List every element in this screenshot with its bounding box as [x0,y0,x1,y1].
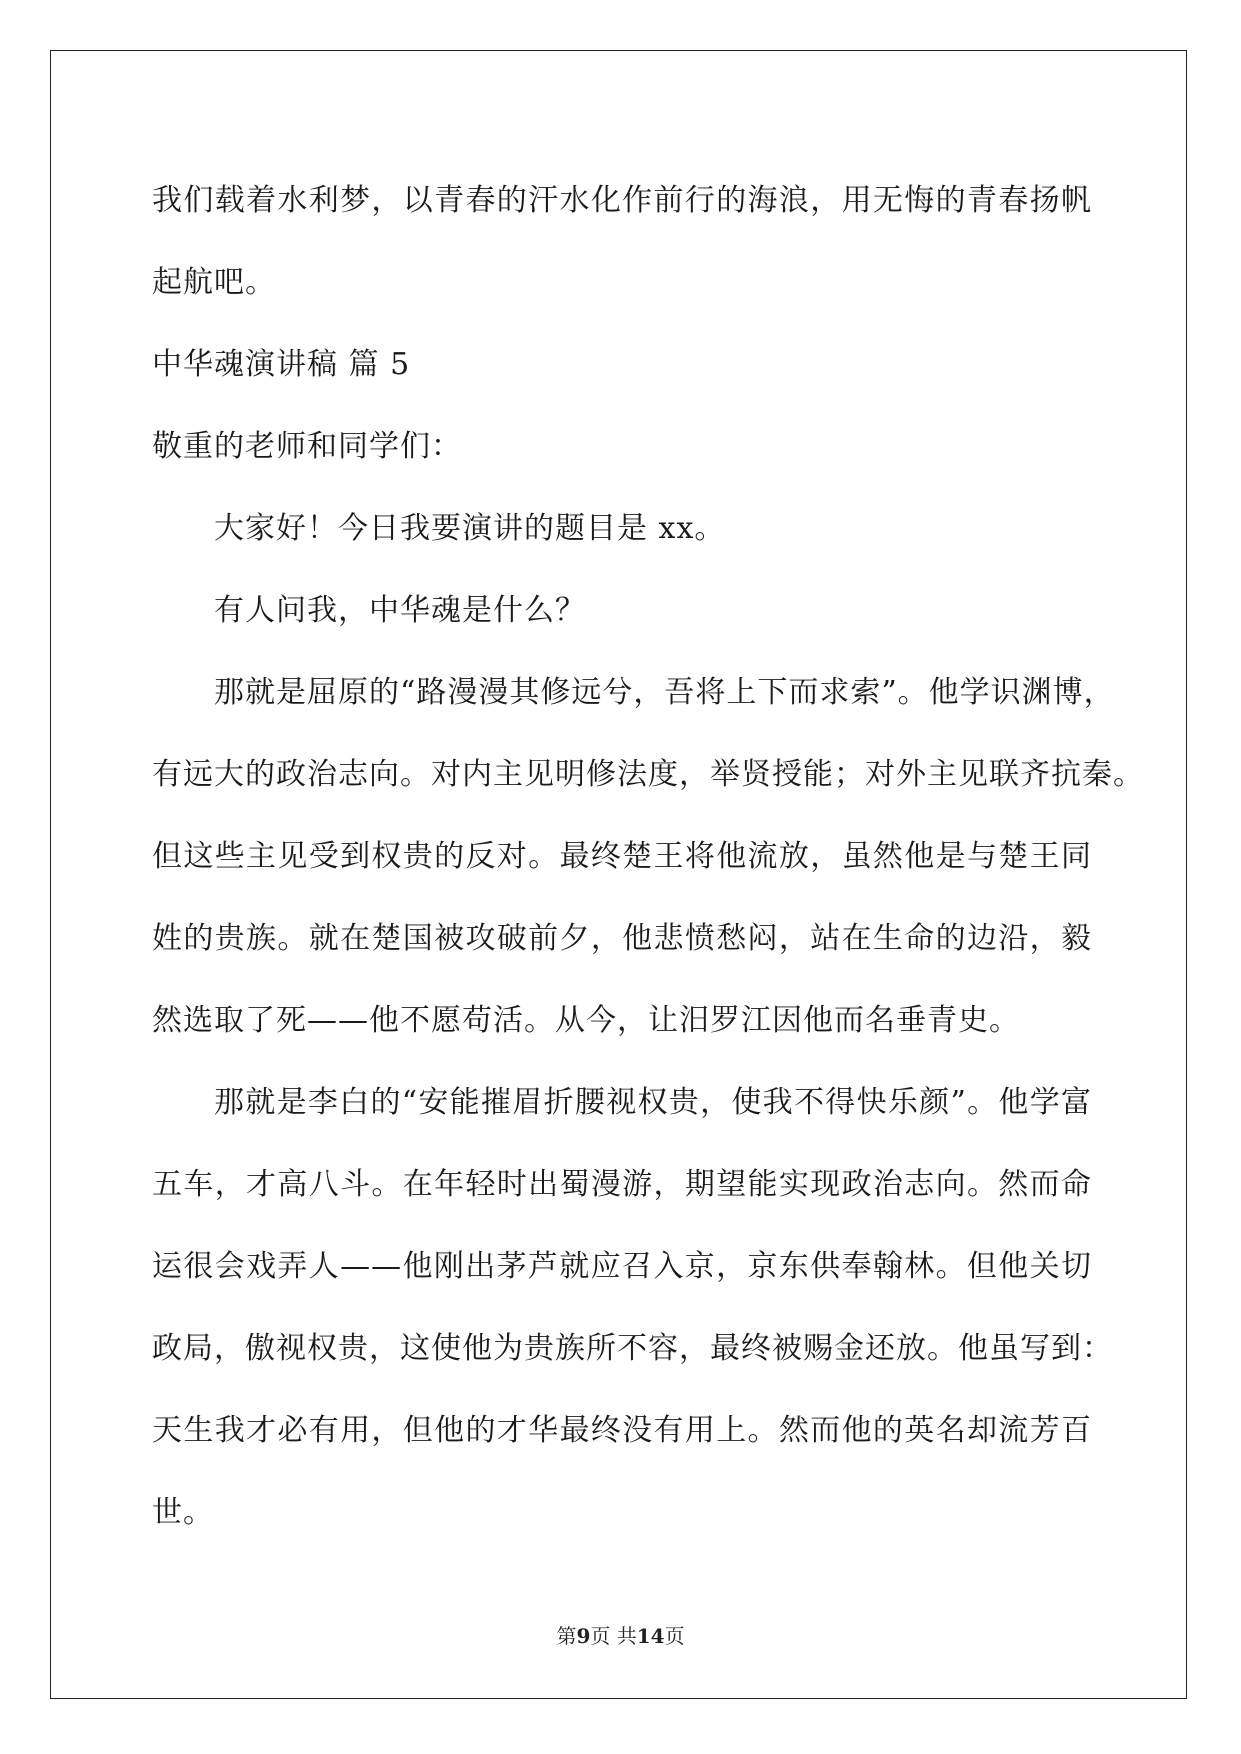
paragraph-line: 那就是屈原的“路漫漫其修远兮，吾将上下而求索”。他学识渊博， [214,675,1115,710]
text-line: 我们载着水利梦，以青春的汗水化作前行的海浪，用无悔的青春扬帆 [152,183,1092,218]
text-line: 运很会戏弄人——他刚出茅芦就应召入京，京东供奉翰林。但他关切 [152,1249,1092,1284]
page-total: 14 [636,1624,665,1648]
text-line: 政局，傲视权贵，这使他为贵族所不容，最终被赐金还放。他虽写到： [152,1331,1113,1366]
text-line: 有远大的政治志向。对内主见明修法度，举贤授能；对外主见联齐抗秦。 [152,757,1144,792]
text-line: 然选取了死——他不愿苟活。从今，让汨罗江因他而名垂青史。 [152,1003,1020,1038]
text-line: 起航吧。 [152,265,276,300]
document-body [152,160,1144,1554]
text-line: 世。 [152,1495,214,1530]
page-suffix: 页 [664,1624,685,1648]
text-line: 姓的贵族。就在楚国被攻破前夕，他悲愤愁闷，站在生命的边沿，毅 [152,921,1092,956]
salutation: 敬重的老师和同学们： [152,429,462,464]
page-mid: 页 共 [590,1624,637,1648]
text-line: 但这些主见受到权贵的反对。最终楚王将他流放，虽然他是与楚王同 [152,839,1092,874]
section-heading: 中华魂演讲稿 篇 5 [152,347,411,382]
text-line: 天生我才必有用，但他的才华最终没有用上。然而他的英名却流芳百 [152,1413,1092,1448]
page-footer [0,1620,1241,1649]
page-number: 9 [576,1624,591,1648]
page-prefix: 第 [556,1624,577,1648]
paragraph-line: 大家好！今日我要演讲的题目是 xx。 [214,511,726,546]
paragraph-line: 那就是李白的“安能摧眉折腰视权贵，使我不得快乐颜”。他学富 [214,1085,1092,1120]
paragraph-line: 有人问我，中华魂是什么？ [214,593,586,628]
text-line: 五车，才高八斗。在年轻时出蜀漫游，期望能实现政治志向。然而命 [152,1167,1092,1202]
